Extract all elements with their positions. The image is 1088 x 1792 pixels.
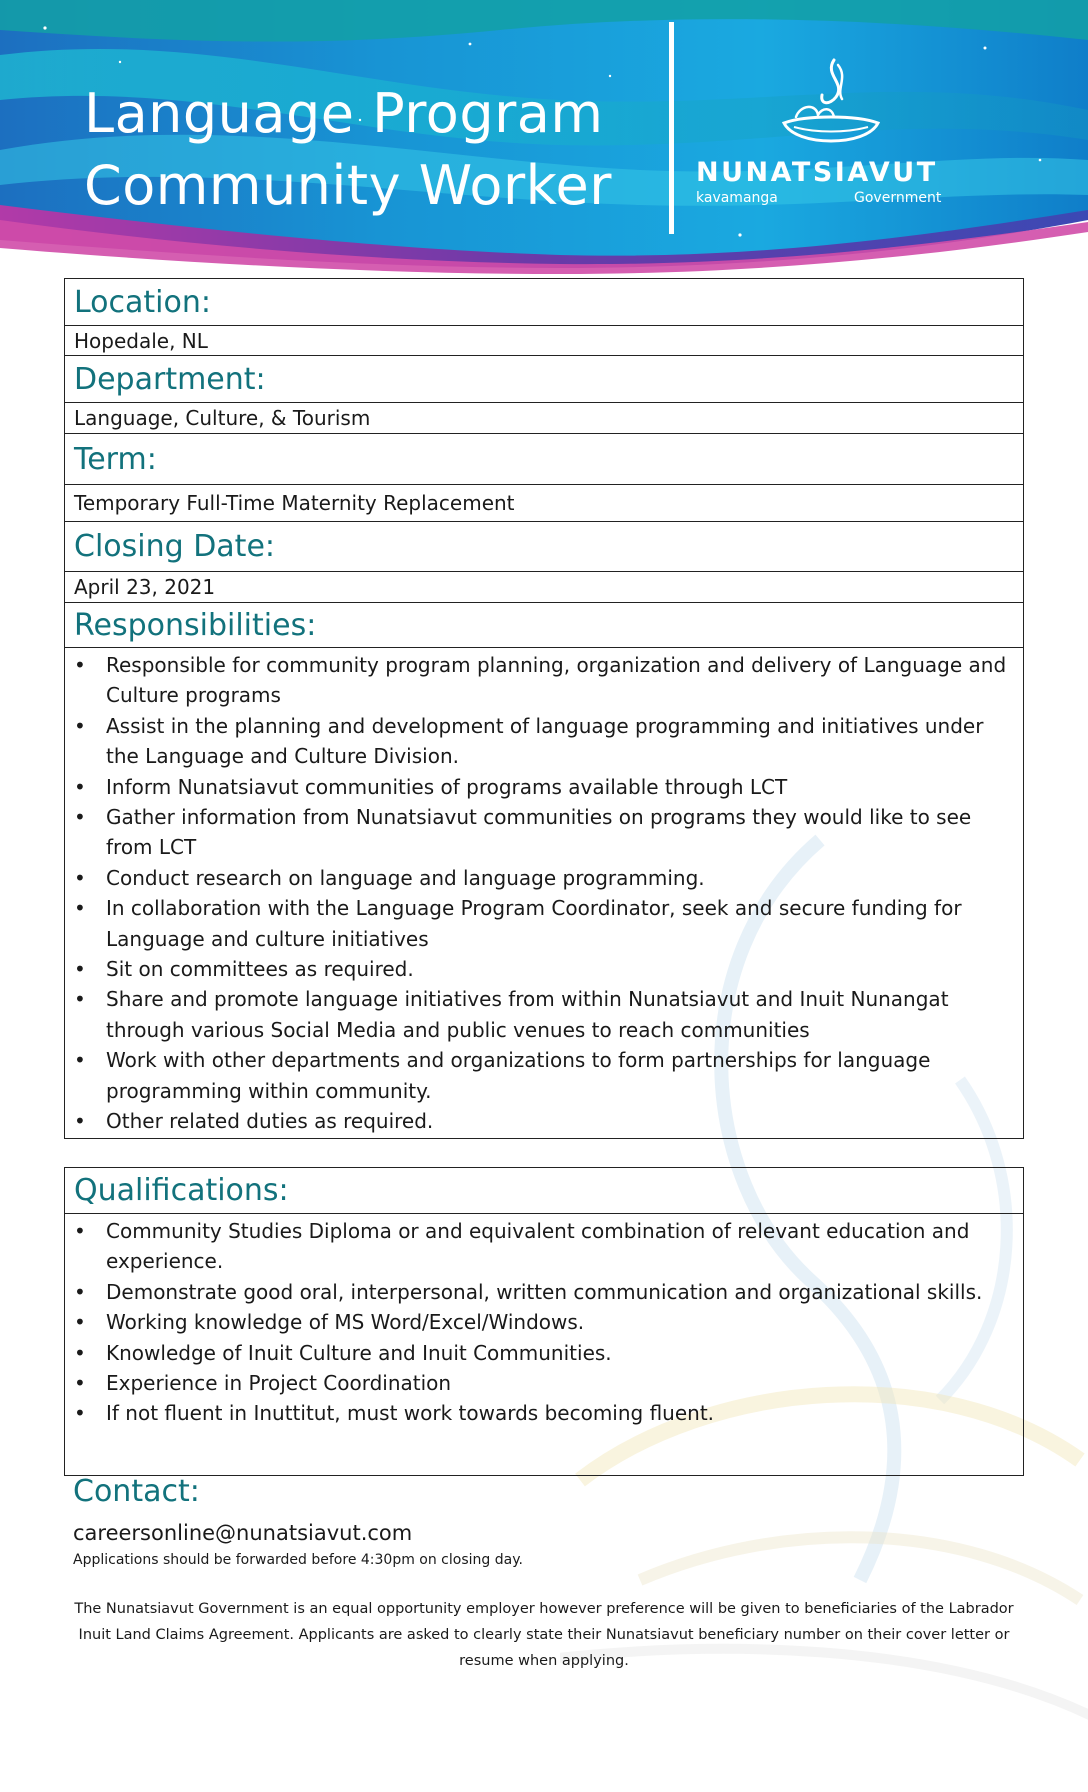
title-line-2: Community Worker — [84, 154, 612, 217]
qulliq-lamp-icon — [776, 55, 886, 155]
term-value: Temporary Full-Time Maternity Replacement — [65, 485, 1023, 522]
equal-opportunity-disclaimer: The Nunatsiavut Government is an equal opportunity employer however preference will be given to beneficiaries of the Labrador Inuit Land Claims Agreement. Applicants are asked to clearly state their Nunatsiavut beneficiary number on their cover letter or resume when applying. — [74, 1601, 1014, 1669]
qualification-item: • Demonstrate good oral, interpersonal, written communication and organizational skills. — [74, 1277, 1014, 1307]
title-line-1: Language Program — [84, 82, 604, 145]
responsibilities-list — [65, 648, 1023, 1138]
contact-label: Contact: — [73, 1474, 200, 1509]
department-value: Language, Culture, & Tourism — [65, 403, 1023, 434]
job-details-table — [64, 278, 1024, 1139]
closing-date-label: Closing Date: — [65, 522, 1023, 572]
responsibility-item: • Share and promote language initiatives from within Nunatsiavut and Inuit Nunangat through various Social Media and public venues to reach communities — [74, 984, 1014, 1045]
term-label: Term: — [65, 434, 1023, 485]
qualification-item: • Community Studies Diploma or and equivalent combination of relevant education and experience. — [74, 1216, 1014, 1277]
responsibilities-label: Responsibilities: — [65, 603, 1023, 648]
responsibility-item: • In collaboration with the Language Program Coordinator, seek and secure funding for Language and culture initiatives — [74, 893, 1014, 954]
page-title — [84, 78, 612, 222]
qualification-item: • Knowledge of Inuit Culture and Inuit Communities. — [74, 1338, 1014, 1368]
responsibility-item: • Conduct research on language and language programming. — [74, 863, 1014, 893]
logo-subtitle-left: kavamanga — [696, 190, 778, 206]
responsibility-item: • Gather information from Nunatsiavut communities on programs they would like to see from LCT — [74, 802, 1014, 863]
application-note: Applications should be forwarded before 4:30pm on closing day. — [73, 1552, 523, 1568]
department-label: Department: — [65, 356, 1023, 403]
qualifications-list — [65, 1214, 1023, 1475]
responsibility-item: • Inform Nunatsiavut communities of programs available through LCT — [74, 772, 1014, 802]
logo-name: NUNATSIAVUT — [696, 157, 938, 188]
responsibility-item: • Work with other departments and organizations to form partnerships for language programming within community. — [74, 1045, 1014, 1106]
qualification-item: • If not fluent in Inuttitut, must work towards becoming fluent. — [74, 1398, 1014, 1428]
location-value: Hopedale, NL — [65, 326, 1023, 356]
responsibility-item: • Responsible for community program planning, organization and delivery of Language and Culture programs — [74, 650, 1014, 711]
qualification-item: • Working knowledge of MS Word/Excel/Windows. — [74, 1307, 1014, 1337]
qualifications-label: Qualifications: — [65, 1168, 1023, 1214]
qualifications-table — [64, 1167, 1024, 1476]
qualification-item: • Experience in Project Coordination — [74, 1368, 1014, 1398]
responsibility-item: • Assist in the planning and development of language programming and initiatives under the Language and Culture Division. — [74, 711, 1014, 772]
header-divider — [669, 22, 674, 234]
responsibility-item: • Sit on committees as required. — [74, 954, 1014, 984]
logo-subtitle-right: Government — [854, 190, 942, 206]
contact-email: careersonline@nunatsiavut.com — [73, 1521, 413, 1545]
nunatsiavut-logo — [696, 55, 956, 215]
location-label: Location: — [65, 279, 1023, 326]
closing-date-value: April 23, 2021 — [65, 572, 1023, 603]
responsibility-item: • Other related duties as required. — [74, 1106, 1014, 1136]
